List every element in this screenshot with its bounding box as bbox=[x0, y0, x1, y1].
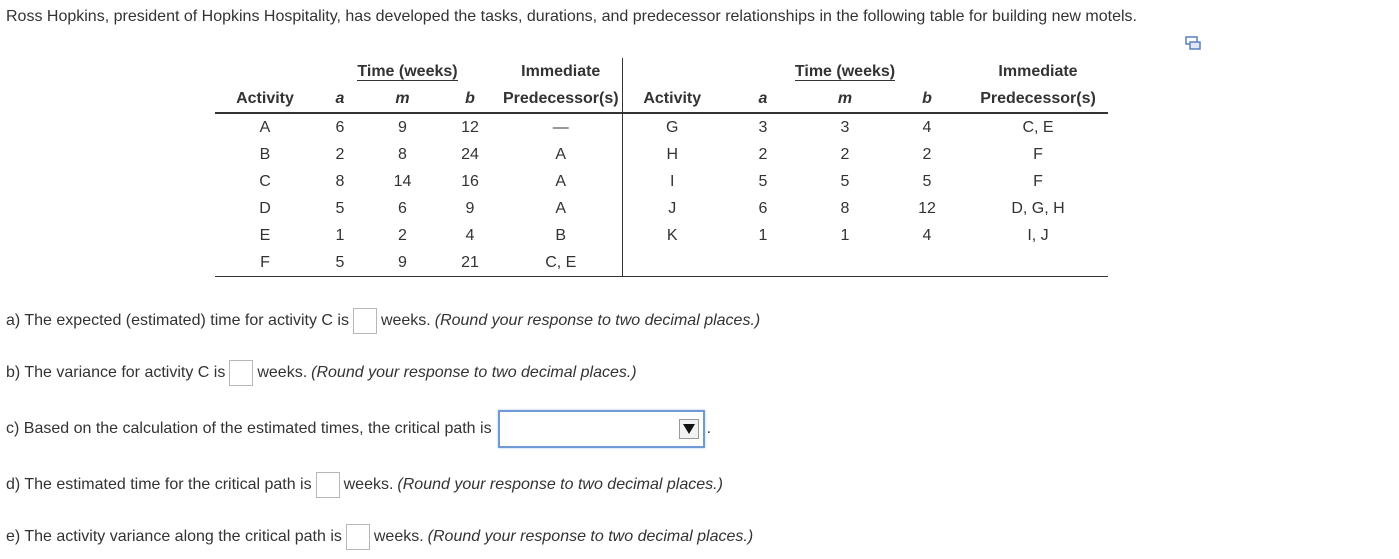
cell-right-a: 2 bbox=[758, 145, 768, 163]
cell-right-m: 8 bbox=[840, 199, 850, 217]
question-e-hint: (Round your response to two decimal places.) bbox=[427, 528, 754, 545]
cell-right-pred bbox=[968, 249, 1108, 277]
cell-right-a: 6 bbox=[758, 199, 768, 217]
col-a-right: a bbox=[722, 85, 804, 113]
pred-header-right-2: Predecessor(s) bbox=[968, 85, 1108, 113]
cell-left-m: 8 bbox=[398, 145, 407, 163]
col-m-left: m bbox=[365, 85, 440, 113]
cell-right-a: 3 bbox=[758, 118, 768, 136]
cell-right-m: 1 bbox=[840, 226, 850, 244]
cell-left-m: 2 bbox=[398, 226, 407, 244]
question-b bbox=[6, 360, 637, 386]
cell-left-pred: B bbox=[500, 222, 622, 249]
cell-right-pred: D, G, H bbox=[1011, 199, 1065, 217]
answer-e-input[interactable] bbox=[346, 524, 370, 550]
cell-right-act bbox=[622, 249, 722, 277]
cell-right-m: 2 bbox=[840, 145, 850, 163]
activity-table bbox=[215, 58, 1108, 277]
cell-right-act: K bbox=[666, 226, 678, 244]
cell-left-act: A bbox=[259, 118, 271, 136]
question-d-hint: (Round your response to two decimal places.) bbox=[397, 476, 723, 493]
cell-left-act: F bbox=[215, 249, 315, 277]
question-b-text: b) The variance for activity C is bbox=[6, 364, 226, 381]
col-b-right: b bbox=[886, 85, 968, 113]
table-row bbox=[215, 249, 1108, 277]
pred-header-left-1: Immediate bbox=[500, 58, 622, 85]
col-a-left: a bbox=[315, 85, 365, 113]
cell-left-a: 2 bbox=[335, 145, 345, 163]
cell-right-a: 5 bbox=[758, 172, 768, 190]
question-a-text: a) The expected (estimated) time for activity C is bbox=[6, 312, 349, 329]
cell-left-b: 24 bbox=[461, 145, 479, 163]
critical-path-select[interactable] bbox=[498, 410, 705, 448]
cell-left-a: 5 bbox=[335, 199, 345, 217]
cell-right-m: 5 bbox=[840, 172, 850, 190]
cell-left-act: E bbox=[259, 226, 271, 244]
cell-left-pred: C, E bbox=[500, 249, 622, 277]
question-c bbox=[6, 410, 711, 448]
question-d-text: d) The estimated time for the critical path is bbox=[6, 476, 312, 493]
col-b-left: b bbox=[440, 85, 500, 113]
question-e bbox=[6, 524, 753, 550]
cell-right-pred: F bbox=[1033, 145, 1043, 163]
question-a bbox=[6, 308, 760, 334]
answer-b-input[interactable] bbox=[229, 360, 253, 386]
cell-right-m bbox=[804, 249, 886, 277]
question-c-text: c) Based on the calculation of the estimated times, the critical path is bbox=[6, 420, 492, 437]
cell-right-b: 2 bbox=[922, 145, 932, 163]
cell-right-b: 5 bbox=[922, 172, 932, 190]
question-c-end: . bbox=[706, 420, 712, 437]
copy-table-icon[interactable] bbox=[1185, 36, 1201, 50]
activity-header-left: Activity bbox=[215, 85, 315, 113]
cell-left-pred: A bbox=[500, 168, 622, 195]
table-row bbox=[215, 141, 1108, 168]
cell-right-act: H bbox=[666, 145, 679, 163]
question-b-hint: (Round your response to two decimal places.) bbox=[311, 364, 637, 381]
cell-right-act: J bbox=[668, 199, 677, 217]
question-e-unit: weeks. bbox=[373, 528, 424, 545]
cell-left-m: 9 bbox=[365, 249, 440, 277]
question-b-unit: weeks. bbox=[257, 364, 308, 381]
cell-right-b: 4 bbox=[922, 118, 932, 136]
question-d-unit: weeks. bbox=[343, 476, 394, 493]
table-row bbox=[215, 222, 1108, 249]
cell-left-b: 4 bbox=[465, 226, 475, 244]
table-row bbox=[215, 168, 1108, 195]
cell-left-b: 16 bbox=[461, 172, 479, 190]
table-body bbox=[215, 113, 1108, 277]
question-a-hint: (Round your response to two decimal places.) bbox=[434, 312, 761, 329]
col-m-right: m bbox=[804, 85, 886, 113]
cell-left-act: C bbox=[259, 172, 271, 190]
cell-right-b bbox=[886, 249, 968, 277]
cell-left-pred: A bbox=[500, 195, 622, 222]
question-d bbox=[6, 472, 723, 498]
intro-text: Ross Hopkins, president of Hopkins Hospitality, has developed the tasks, durations, and predecessor relationships in the following table for building new motels. bbox=[6, 8, 1137, 25]
cell-right-a bbox=[722, 249, 804, 277]
cell-right-a: 1 bbox=[758, 226, 768, 244]
cell-right-pred: F bbox=[1033, 172, 1043, 190]
cell-left-m: 6 bbox=[398, 199, 407, 217]
cell-left-act: D bbox=[259, 199, 271, 217]
cell-right-act: I bbox=[670, 172, 675, 190]
cell-left-a: 8 bbox=[335, 172, 345, 190]
time-header-right: Time (weeks) bbox=[794, 62, 896, 80]
cell-left-b: 12 bbox=[461, 118, 479, 136]
cell-left-m: 9 bbox=[398, 118, 407, 136]
answer-a-input[interactable] bbox=[353, 308, 377, 334]
pred-header-left-2: Predecessor(s) bbox=[500, 85, 622, 113]
time-header-left: Time (weeks) bbox=[357, 62, 458, 80]
dropdown-arrow-icon[interactable] bbox=[679, 419, 699, 439]
cell-left-pred: A bbox=[500, 141, 622, 168]
question-e-text: e) The activity variance along the critical path is bbox=[6, 528, 342, 545]
cell-right-b: 4 bbox=[922, 226, 932, 244]
cell-left-pred: — bbox=[500, 113, 622, 141]
cell-left-b: 9 bbox=[465, 199, 475, 217]
cell-left-a: 6 bbox=[335, 118, 345, 136]
table-row bbox=[215, 195, 1108, 222]
cell-right-b: 12 bbox=[918, 199, 936, 217]
activity-header-right: Activity bbox=[622, 85, 722, 113]
cell-left-b: 21 bbox=[440, 249, 500, 277]
pred-header-right-1: Immediate bbox=[998, 62, 1078, 80]
cell-left-a: 1 bbox=[335, 226, 345, 244]
cell-left-m: 14 bbox=[393, 172, 412, 190]
cell-right-act: G bbox=[666, 118, 679, 136]
cell-right-pred: I, J bbox=[1027, 226, 1049, 244]
table-row bbox=[215, 113, 1108, 141]
cell-right-m: 3 bbox=[840, 118, 850, 136]
answer-d-input[interactable] bbox=[316, 472, 340, 498]
cell-left-act: B bbox=[259, 145, 271, 163]
cell-right-pred: C, E bbox=[1022, 118, 1054, 136]
question-a-unit: weeks. bbox=[380, 312, 431, 329]
cell-left-a: 5 bbox=[315, 249, 365, 277]
